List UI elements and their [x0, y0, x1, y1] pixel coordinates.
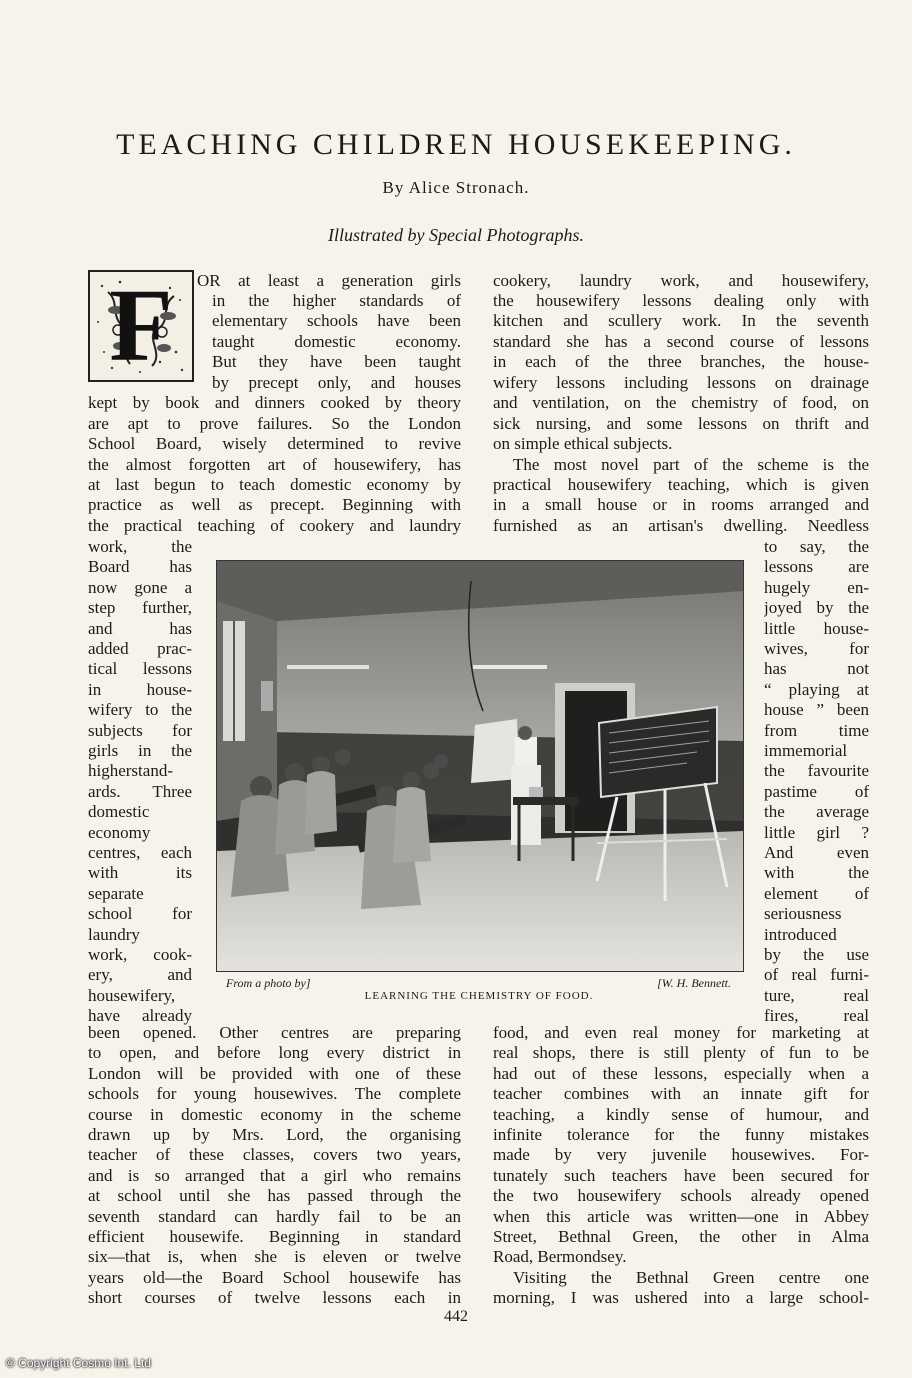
text-line: drawn up by Mrs. Lord, the organising [88, 1125, 461, 1144]
text-line: food, and even real money for marketing at [493, 1023, 869, 1042]
text-line: teaching, a kindly sense of humour, and [493, 1105, 869, 1124]
text-line: when this article was written—one in Abbey [493, 1207, 869, 1226]
text-line: been opened. Other centres are preparing [88, 1023, 461, 1042]
text-line: furnished as an artisan's dwelling. Needless [493, 516, 869, 535]
text-line: infinite tolerance for the funny mistakes [493, 1125, 869, 1144]
text-line: School Board, wisely determined to revive [88, 434, 461, 453]
text-line: and ventilation, on the chemistry of food, on [493, 393, 869, 412]
text-line: OR at least a generation girls [197, 271, 461, 290]
page-number: 442 [444, 1308, 468, 1325]
text-line: teacher combines with an innate gift for [493, 1084, 869, 1103]
text-line: seriousness [764, 904, 842, 923]
text-line: domestic [88, 802, 150, 821]
text-line: school for [88, 904, 192, 923]
text-line: work, cook- [88, 945, 192, 964]
text-line: tunately such teachers have been secured for [493, 1166, 869, 1185]
text-line: wifery lessons including lessons on drainage [493, 373, 869, 392]
text-line: in the higher standards of [212, 291, 461, 310]
text-line: are apt to prove failures. So the London [88, 414, 461, 433]
text-line: centres, each [88, 843, 192, 862]
text-line: efficient housewife. Beginning in standard [88, 1227, 461, 1246]
text-line: morning, I was ushered into a large school- [493, 1288, 869, 1307]
copyright-watermark: © Copyright Cosmo Int. Ltd [6, 1356, 151, 1370]
text-line: immemorial [764, 741, 848, 760]
text-line: And even [764, 843, 869, 862]
text-line: by the use [764, 945, 869, 964]
text-line: sick nursing, and some lessons on thrift and [493, 414, 869, 433]
classroom-photo-icon [217, 561, 743, 971]
dropcap-letter: F [109, 268, 173, 383]
text-line: ture, real [764, 986, 869, 1005]
text-line: laundry [88, 925, 140, 944]
text-line: separate [88, 884, 144, 903]
text-line: work, the [88, 537, 192, 556]
article-title: TEACHING CHILDREN HOUSEKEEPING. [116, 128, 796, 161]
text-line: practical housewifery teaching, which is given [493, 475, 869, 494]
text-line: added prac- [88, 639, 192, 658]
text-line: six—that is, when she is eleven or twelve [88, 1247, 461, 1266]
text-line: higherstand- [88, 761, 173, 780]
text-line: years old—the Board School housewife has [88, 1268, 461, 1287]
text-line: at last begun to teach domestic economy by [88, 475, 461, 494]
text-line: now gone a [88, 578, 192, 597]
text-line: girls in the [88, 741, 192, 760]
photo-caption: LEARNING THE CHEMISTRY OF FOOD. [364, 990, 594, 1002]
text-line: “ playing at [764, 680, 869, 699]
photo-credit-left: From a photo by] [226, 976, 311, 990]
text-line: house ” been [764, 700, 869, 719]
text-line: by precept only, and houses [212, 373, 461, 392]
text-line: to open, and before long every district in [88, 1043, 461, 1062]
text-line: kitchen and scullery work. In the seventh [493, 311, 869, 330]
text-line: with the [764, 863, 869, 882]
text-line: taught domestic economy. [212, 332, 461, 351]
text-line: from time [764, 721, 869, 740]
text-line: Visiting the Bethnal Green centre one [513, 1268, 869, 1287]
text-line: the practical teaching of cookery and laundry [88, 516, 461, 535]
text-line: with its [88, 863, 192, 882]
text-line: standard she has a second course of lessons [493, 332, 869, 351]
text-line: made by very juvenile housewives. For- [493, 1145, 869, 1164]
text-line: tical lessons [88, 659, 192, 678]
text-line: the two housewifery schools already opened [493, 1186, 869, 1205]
text-line: has not [764, 659, 869, 678]
text-line: in house- [88, 680, 192, 699]
text-line: But they have been taught [212, 352, 461, 371]
text-line: teacher of these classes, covers two years, [88, 1145, 461, 1164]
text-line: hugely en- [764, 578, 869, 597]
text-line: to say, the [764, 537, 869, 556]
text-line: in each of the three branches, the house- [493, 352, 869, 371]
text-line: course in domestic economy in the scheme [88, 1105, 461, 1124]
text-line: wives, for [764, 639, 869, 658]
text-line: had out of these lessons, especially when a [493, 1064, 869, 1083]
text-line: Street, Bethnal Green, the other in Alma [493, 1227, 869, 1246]
dropcap-initial [88, 270, 194, 382]
text-line: fires, real [764, 1006, 869, 1025]
text-line: seventh standard can hardly fail to be an [88, 1207, 461, 1226]
text-line: element of [764, 884, 869, 903]
text-line: the housewifery lessons dealing only with [493, 291, 869, 310]
text-line: the favourite [764, 761, 869, 780]
illustration-note: Illustrated by Special Photographs. [328, 225, 584, 245]
text-line: joyed by the [764, 598, 869, 617]
text-line: short courses of twelve lessons each in [88, 1288, 461, 1307]
text-line: and is so arranged that a girl who remains [88, 1166, 461, 1185]
text-line: London will be provided with one of these [88, 1064, 461, 1083]
photo-credit-right: [W. H. Bennett. [657, 976, 731, 990]
text-line: of real furni- [764, 965, 869, 984]
text-line: little girl ? [764, 823, 869, 842]
text-line: on simple ethical subjects. [493, 434, 673, 453]
text-line: pastime of [764, 782, 869, 801]
text-line: schools for young housewives. The complete [88, 1084, 461, 1103]
text-line: housewifery, [88, 986, 176, 1005]
text-line: The most novel part of the scheme is the [513, 455, 869, 474]
text-line: ery, and [88, 965, 192, 984]
text-line: ards. Three [88, 782, 192, 801]
text-line: lessons are [764, 557, 869, 576]
text-line: practice as well as precept. Beginning with [88, 495, 461, 514]
text-line: cookery, laundry work, and housewifery, [493, 271, 869, 290]
text-line: kept by book and dinners cooked by theory [88, 393, 461, 412]
text-line: little house- [764, 619, 869, 638]
text-line: subjects for [88, 721, 192, 740]
classroom-photo [216, 560, 744, 972]
text-line: the average [764, 802, 869, 821]
text-line: and has [88, 619, 192, 638]
text-line: the almost forgotten art of housewifery, has [88, 455, 461, 474]
text-line: in a small house or in rooms arranged and [493, 495, 869, 514]
text-line: have already [88, 1006, 192, 1025]
text-line: wifery to the [88, 700, 192, 719]
text-line: real shops, there is still plenty of fun to be [493, 1043, 869, 1062]
text-line: introduced [764, 925, 837, 944]
text-line: at school until she has passed through the [88, 1186, 461, 1205]
text-line: step further, [88, 598, 192, 617]
text-line: elementary schools have been [212, 311, 461, 330]
text-line: Board has [88, 557, 192, 576]
text-line: Road, Bermondsey. [493, 1247, 627, 1266]
article-byline: By Alice Stronach. [382, 178, 530, 197]
text-line: economy [88, 823, 151, 842]
